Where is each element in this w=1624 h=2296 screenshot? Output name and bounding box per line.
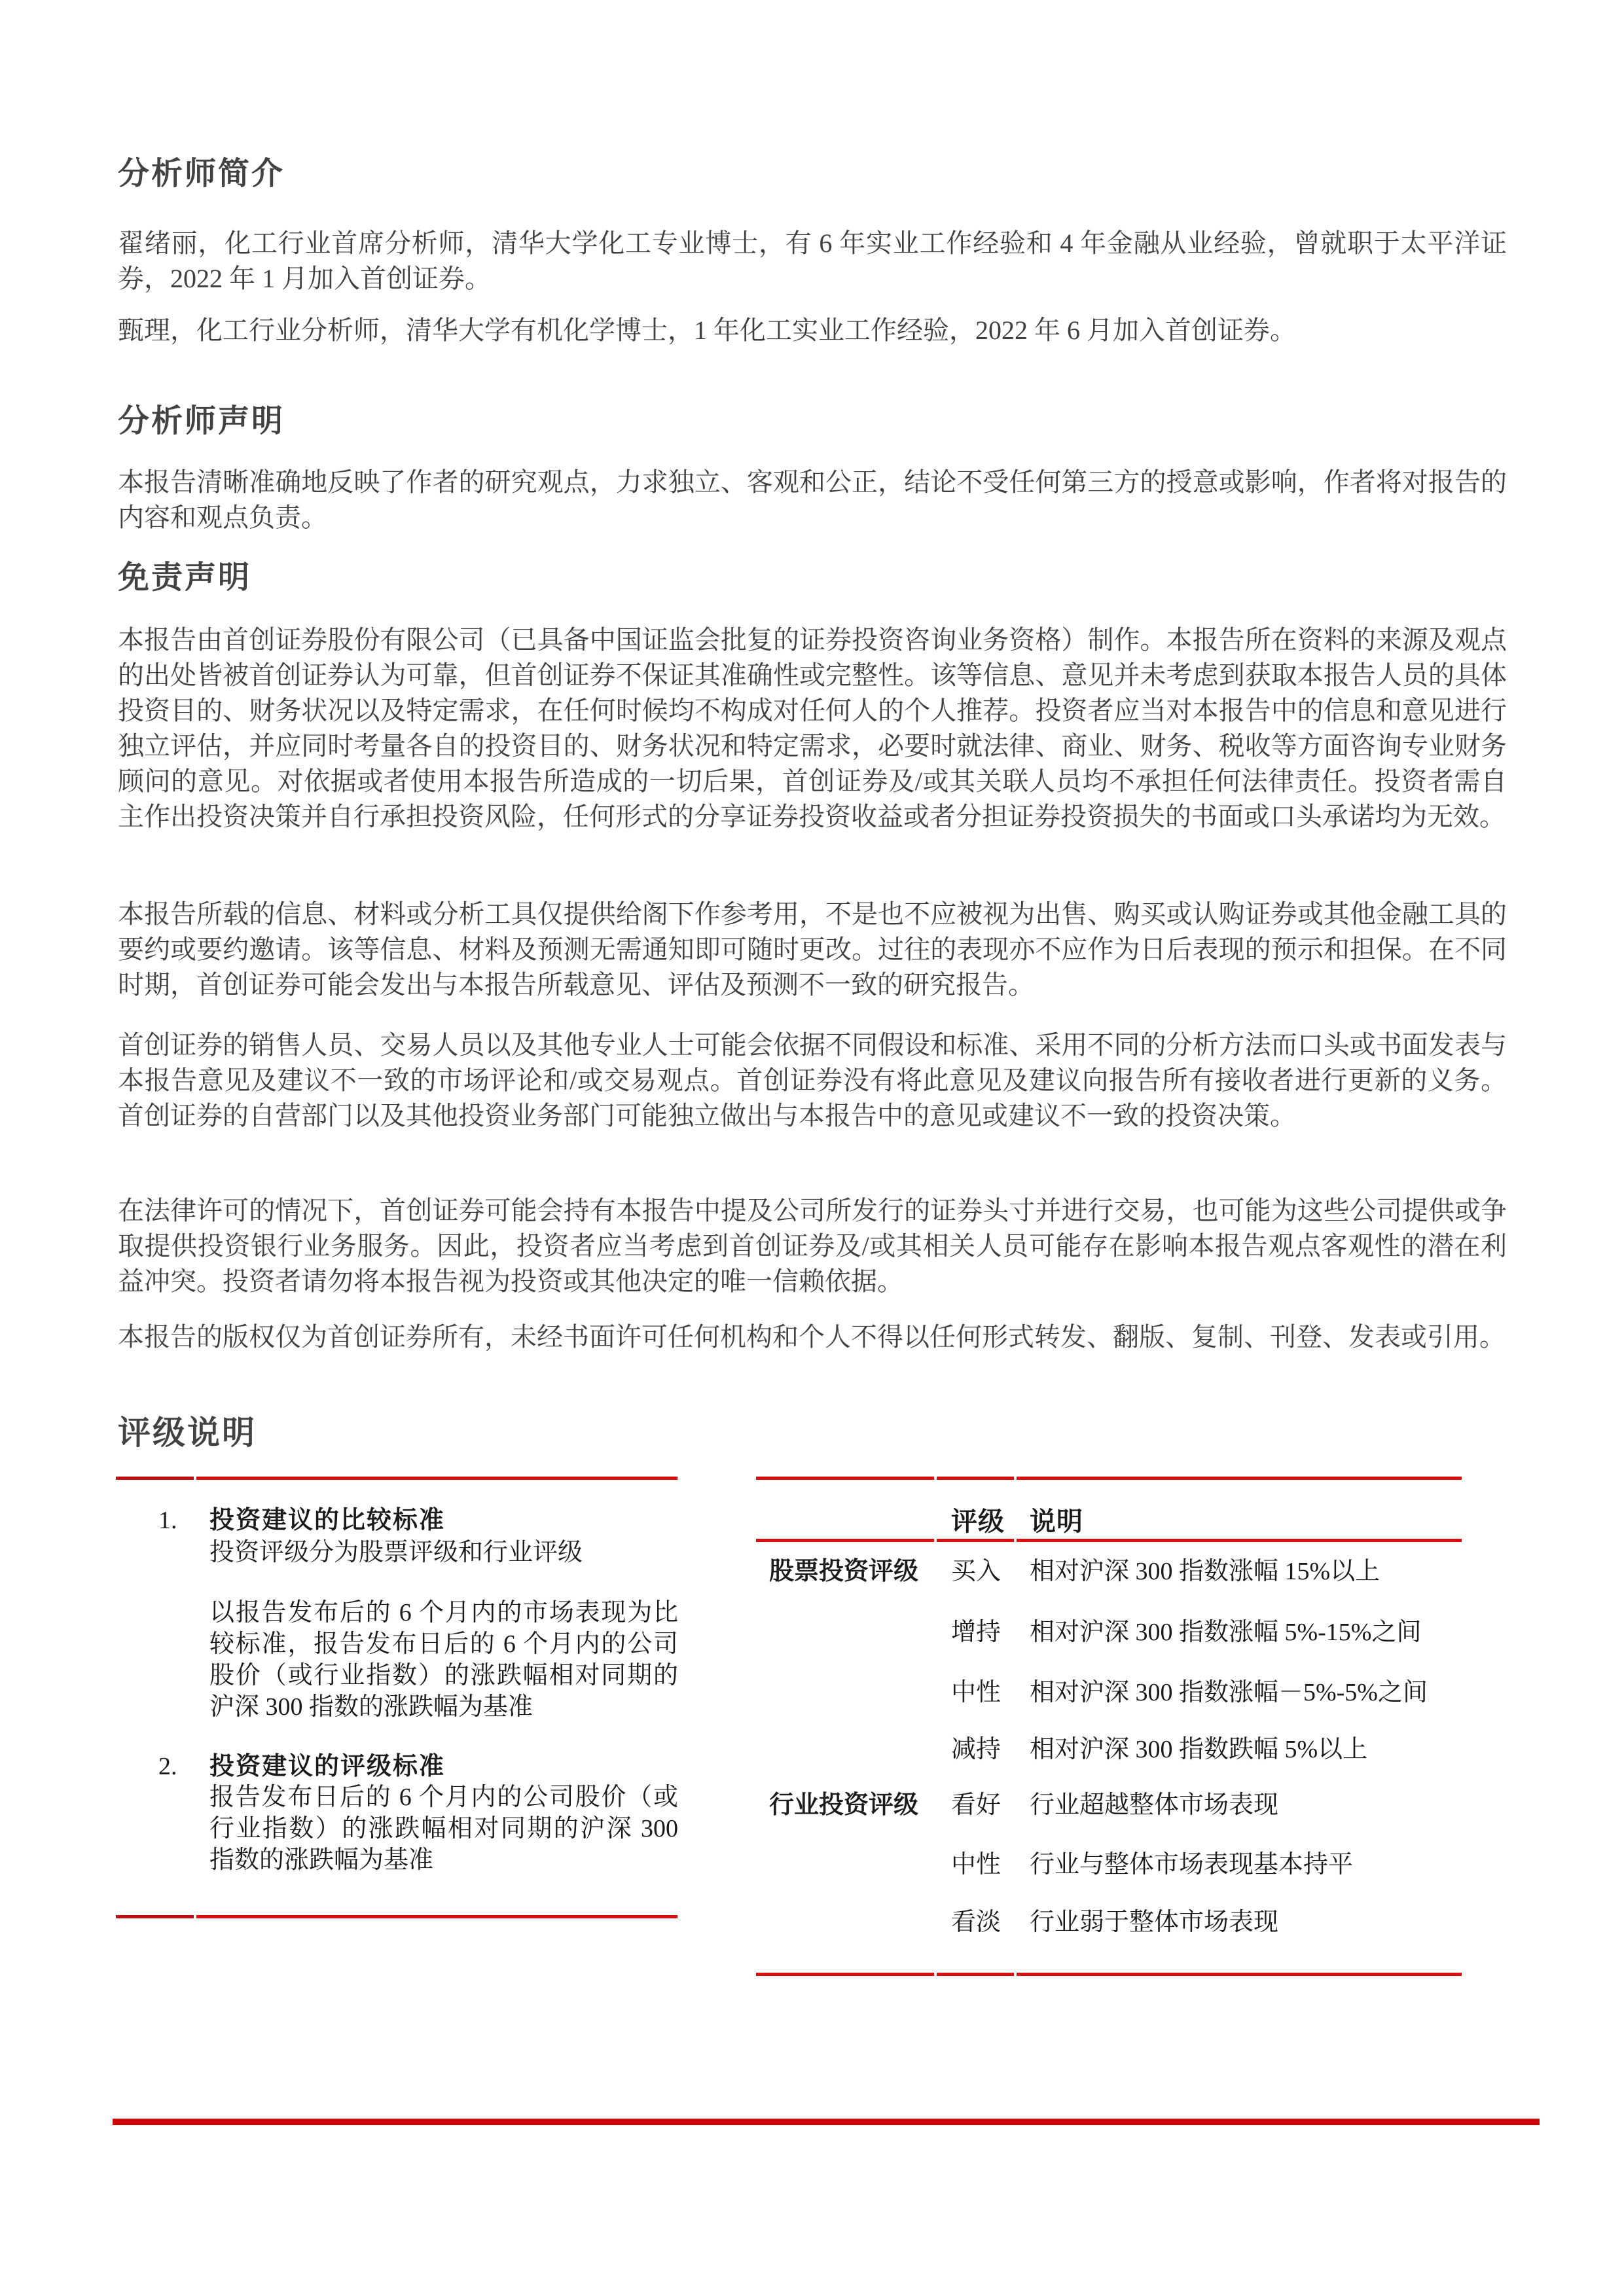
- analyst-intro-paragraph-2: 甄理，化工行业分析师，清华大学有机化学博士，1 年化工实业工作经验，2022 年 6 月加入首创证券。: [118, 315, 1296, 345]
- table-row-rating: 买入: [951, 1558, 1001, 1585]
- list-item-1-number: 1.: [158, 1507, 177, 1534]
- analyst-intro-heading: 分析师简介: [118, 156, 285, 191]
- rating-list-top-rule-left: [116, 1477, 194, 1480]
- disclaimer-heading: 免责声明: [118, 560, 252, 595]
- rating-table-bottom-rule-seg1: [756, 1973, 934, 1976]
- analyst-statement-paragraph: 本报告清晰准确地反映了作者的研究观点，力求独立、客观和公正，结论不受任何第三方的授意或影响，作者将对报告的内容和观点负责。: [118, 467, 1507, 532]
- rating-table-header-rule-seg1: [756, 1539, 934, 1542]
- table-row-description: 相对沪深 300 指数涨幅 15%以上: [1030, 1558, 1380, 1585]
- list-item-2-title: 投资建议的评级标准: [209, 1753, 446, 1780]
- table-row-description: 相对沪深 300 指数涨幅－5%-5%之间: [1030, 1679, 1428, 1706]
- rating-table-top-rule-seg2: [937, 1477, 1014, 1480]
- table-row-description: 相对沪深 300 指数跌幅 5%以上: [1030, 1736, 1368, 1763]
- rating-table-header-rule-seg3: [1017, 1539, 1462, 1542]
- table-row-rating: 减持: [951, 1736, 1001, 1763]
- table-row-rating: 中性: [951, 1851, 1001, 1878]
- list-item-2-paragraph: 报告发布日后的 6 个月内的公司股价（或行业指数）的涨跌幅相对同期的沪深 300 指数的涨跌幅为基准: [209, 1784, 678, 1874]
- rating-table-top-rule-seg3: [1017, 1477, 1462, 1480]
- analyst-statement-heading: 分析师声明: [118, 404, 285, 439]
- rating-table-header-rating: 评级: [951, 1507, 1005, 1536]
- rating-table-header-rule-seg2: [937, 1539, 1014, 1542]
- table-row-description: 行业超越整体市场表现: [1030, 1791, 1279, 1819]
- disclaimer-paragraph-5: 本报告的版权仅为首创证券所有，未经书面许可任何机构和个人不得以任何形式转发、翻版、复制、刊登、发表或引用。: [118, 1322, 1506, 1352]
- list-item-1-paragraph: 以报告发布后的 6 个月内的市场表现为比较标准，报告发布日后的 6 个月内的公司股价（或行业指数）的涨跌幅相对同期的沪深 300 指数的涨跌幅为基准: [209, 1599, 678, 1721]
- rating-table-bottom-rule-seg3: [1017, 1973, 1462, 1976]
- table-row-description: 行业弱于整体市场表现: [1030, 1909, 1279, 1936]
- table-row-rating: 看好: [951, 1791, 1001, 1819]
- page-bottom-rule: [113, 2119, 1540, 2125]
- rating-list-top-rule-right: [196, 1477, 677, 1480]
- rating-table-bottom-rule-seg2: [937, 1973, 1014, 1976]
- disclaimer-paragraph-2: 本报告所载的信息、材料或分析工具仅提供给阁下作参考用，不是也不应被视为出售、购买或认购证券或其他金融工具的要约或要约邀请。该等信息、材料及预测无需通知即可随时更改。过往的表现亦不应作为日后表现的预示和担保。在不同时期，首创证券可能会发出与本报告所载意见、评估及预测不一致的研究报告。: [118, 899, 1507, 999]
- rating-table-group-industry: 行业投资评级: [769, 1791, 919, 1819]
- table-row-rating: 看淡: [951, 1909, 1001, 1936]
- rating-table-top-rule-seg1: [756, 1477, 934, 1480]
- table-row-rating: 增持: [951, 1619, 1001, 1646]
- disclaimer-paragraph-3: 首创证券的销售人员、交易人员以及其他专业人士可能会依据不同假设和标准、采用不同的分析方法而口头或书面发表与本报告意见及建议不一致的市场评论和/或交易观点。首创证券没有将此意见及建议向报告所有接收者进行更新的义务。首创证券的自营部门以及其他投资业务部门可能独立做出与本报告中的意见或建议不一致的投资决策。: [118, 1030, 1507, 1130]
- table-row-description: 相对沪深 300 指数涨幅 5%-15%之间: [1030, 1619, 1422, 1646]
- disclaimer-paragraph-4: 在法律许可的情况下，首创证券可能会持有本报告中提及公司所发行的证券头寸并进行交易，也可能为这些公司提供或争取提供投资银行业务服务。因此，投资者应当考虑到首创证券及/或其相关人员可能存在影响本报告观点客观性的潜在利益冲突。投资者请勿将本报告视为投资或其他决定的唯一信赖依据。: [118, 1196, 1507, 1296]
- list-item-1-title: 投资建议的比较标准: [209, 1507, 446, 1534]
- analyst-intro-paragraph-1: 翟绪丽，化工行业首席分析师，清华大学化工专业博士，有 6 年实业工作经验和 4 年金融从业经验，曾就职于太平洋证券，2022 年 1 月加入首创证券。: [118, 228, 1507, 293]
- rating-table-header-description: 说明: [1030, 1507, 1083, 1536]
- rating-notes-heading: 评级说明: [118, 1414, 257, 1451]
- table-row-rating: 中性: [951, 1679, 1001, 1706]
- list-item-2-number: 2.: [158, 1753, 177, 1780]
- disclaimer-paragraph-1: 本报告由首创证券股份有限公司（已具备中国证监会批复的证券投资咨询业务资格）制作。本报告所在资料的来源及观点的出处皆被首创证券认为可靠，但首创证券不保证其准确性或完整性。该等信息、意见并未考虑到获取本报告人员的具体投资目的、财务状况以及特定需求，在任何时候均不构成对任何人的个人推荐。投资者应当对本报告中的信息和意见进行独立评估，并应同时考量各自的投资目的、财务状况和特定需求，必要时就法律、商业、财务、税收等方面咨询专业财务顾问的意见。对依据或者使用本报告所造成的一切后果，首创证券及/或其关联人员均不承担任何法律责任。投资者需自主作出投资决策并自行承担投资风险，任何形式的分享证券投资收益或者分担证券投资损失的书面或口头承诺均为无效。: [118, 625, 1507, 831]
- rating-table-group-stock: 股票投资评级: [769, 1558, 919, 1585]
- list-item-1-line: 投资评级分为股票评级和行业评级: [209, 1539, 583, 1566]
- rating-list-bottom-rule-right: [196, 1915, 677, 1918]
- table-row-description: 行业与整体市场表现基本持平: [1030, 1851, 1354, 1878]
- rating-list-bottom-rule-left: [116, 1915, 194, 1918]
